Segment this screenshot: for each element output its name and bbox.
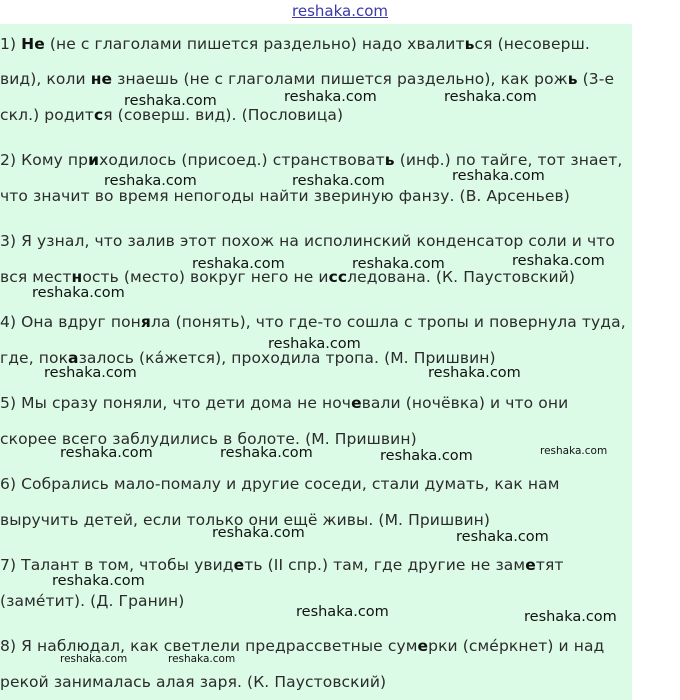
watermark: reshaka.com xyxy=(268,336,361,352)
text-line: 4) Она вдруг поняла (понять), что где-то сошла с тропы и повернула туда, xyxy=(0,313,626,331)
answer-panel xyxy=(0,24,632,700)
watermark: reshaka.com xyxy=(296,604,389,620)
text-line: 5) Мы сразу поняли, что дети дома не ночевали (ночёвка) и что они xyxy=(0,394,569,412)
text-line: рекой занималась алая заря. (К. Паустовский) xyxy=(0,673,387,691)
watermark: reshaka.com xyxy=(456,529,549,545)
watermark: reshaka.com xyxy=(444,89,537,105)
text-line: скл.) родится (соверш. вид). (Пословица) xyxy=(0,106,344,124)
text-line: 6) Собрались мало-помалу и другие соседи, стали думать, как нам xyxy=(0,475,560,493)
watermark: reshaka.com xyxy=(212,525,305,541)
text-line: что значит во время непогоды найти звериную фанзу. (В. Арсеньев) xyxy=(0,187,570,205)
watermark: reshaka.com xyxy=(220,445,313,461)
text-line: вид), коли не знаешь (не с глаголами пишется раздельно), как рожь (3-е xyxy=(0,70,615,88)
text-line: 2) Кому приходилось (присоед.) странствовать (инф.) по тайге, тот знает, xyxy=(0,151,623,169)
watermark: reshaka.com xyxy=(512,253,605,269)
text-line: где, показалось (ка́жется), проходила тропа. (М. Пришвин) xyxy=(0,349,496,367)
watermark: reshaka.com xyxy=(292,173,385,189)
watermark: reshaka.com xyxy=(168,653,236,665)
text-line: выручить детей, если только они ещё живы. (М. Пришвин) xyxy=(0,511,491,529)
watermark: reshaka.com xyxy=(380,448,473,464)
watermark: reshaka.com xyxy=(44,365,137,381)
watermark: reshaka.com xyxy=(60,653,128,665)
watermark: reshaka.com xyxy=(428,365,521,381)
text-line: 1) Не (не с глаголами пишется раздельно) надо хвалиться (несоверш. xyxy=(0,35,590,53)
watermark: reshaka.com xyxy=(452,168,545,184)
text-line: скорее всего заблудились в болоте. (М. Пришвин) xyxy=(0,430,417,448)
watermark: reshaka.com xyxy=(192,256,285,272)
watermark: reshaka.com xyxy=(104,173,197,189)
text-line: 3) Я узнал, что залив этот похож на исполинский конденсатор соли и что xyxy=(0,232,615,250)
watermark: reshaka.com xyxy=(32,285,125,301)
watermark: reshaka.com xyxy=(352,256,445,272)
watermark: reshaka.com xyxy=(124,93,217,109)
watermark: reshaka.com xyxy=(52,573,145,589)
watermark: reshaka.com xyxy=(284,89,377,105)
watermark: reshaka.com xyxy=(524,609,617,625)
site-header-link[interactable]: reshaka.com xyxy=(292,2,388,20)
text-line: вся местность (место) вокруг него не исследована. (К. Паустовский) xyxy=(0,268,575,286)
watermark: reshaka.com xyxy=(60,445,153,461)
watermark: reshaka.com xyxy=(540,445,608,457)
text-line: 8) Я наблюдал, как светлели предрассветные сумерки (сме́ркнет) и над xyxy=(0,637,605,655)
text-line: (заме́тит). (Д. Гранин) xyxy=(0,592,185,610)
text-line: 7) Талант в том, чтобы увидеть (II спр.) там, где другие не заметят xyxy=(0,556,564,574)
